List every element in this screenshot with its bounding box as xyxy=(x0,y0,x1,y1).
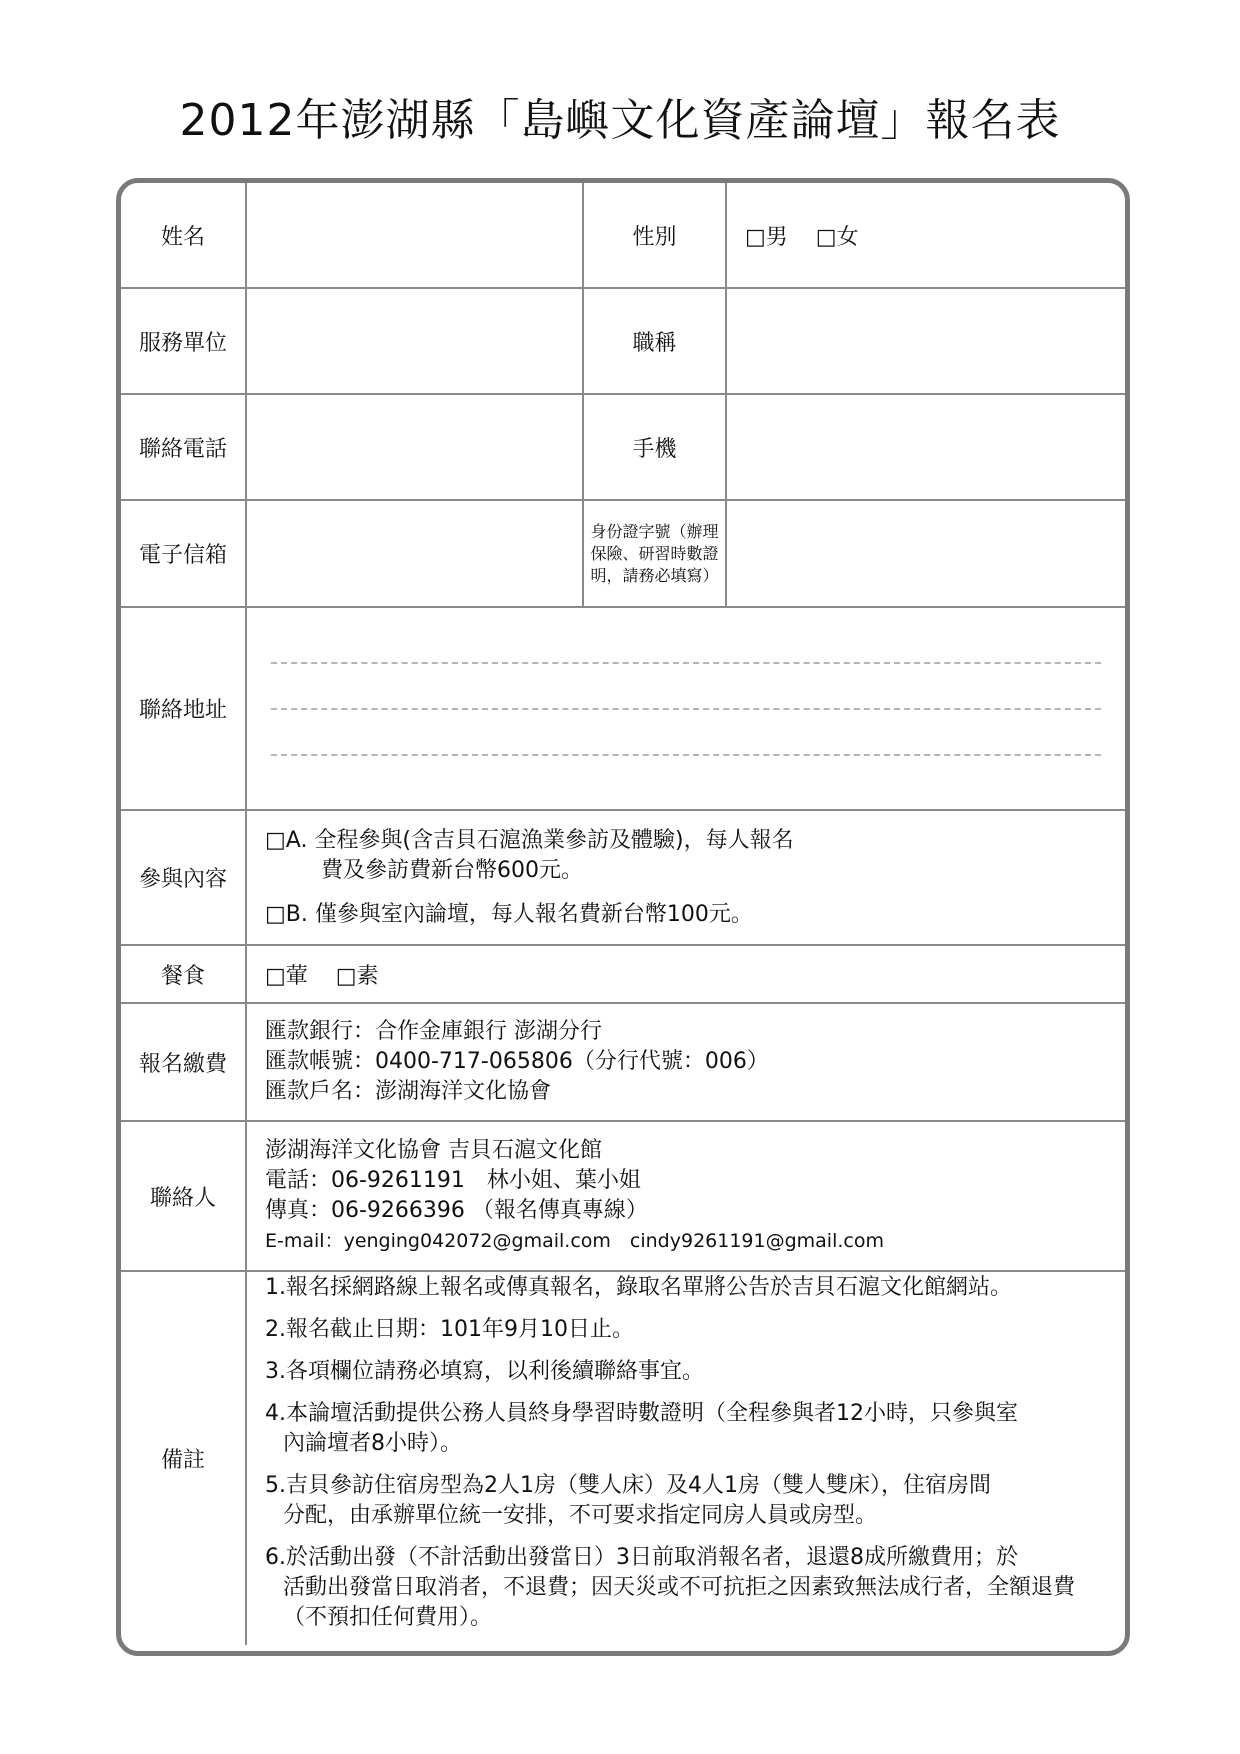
gender-option-female[interactable]: □女 xyxy=(815,224,859,250)
note-item-text: 1.報名採網路線上報名或傳真報名，錄取名單將公告於吉貝石滬文化館網站。 xyxy=(265,1274,1012,1300)
job-title-label: 職稱 xyxy=(584,289,727,395)
note-item-text: 6.於活動出發（不計活動出發當日）3日前取消報名者，退還8成所繳費用；於 xyxy=(265,1544,1018,1570)
page-title: 2012年澎湖縣「島嶼文化資產論壇」報名表 xyxy=(179,95,1061,146)
phone-label: 聯絡電話 xyxy=(121,395,247,501)
payment-info xyxy=(247,1004,1125,1122)
note-item xyxy=(265,1273,1012,1303)
address-line-3 xyxy=(271,754,1101,756)
participation-options xyxy=(247,811,1125,946)
notes-list xyxy=(247,1272,1125,1645)
note-item-continuation: 內論壇者8小時）。 xyxy=(283,1430,462,1456)
email-label: 電子信箱 xyxy=(121,501,247,608)
address-label: 聯絡地址 xyxy=(121,608,247,811)
meal-label: 餐食 xyxy=(121,946,247,1004)
participation-option-a[interactable]: □A. 全程參與(含吉貝石滬漁業參訪及體驗)，每人報名 xyxy=(265,827,794,853)
organization-label: 服務單位 xyxy=(121,289,247,395)
email-field[interactable] xyxy=(247,501,584,608)
note-item-text: 5.吉貝參訪住宿房型為2人1房（雙人床）及4人1房（雙人雙床），住宿房間 xyxy=(265,1472,991,1498)
payment-account: 匯款帳號：0400-717-065806（分行代號：006） xyxy=(265,1049,769,1074)
contact-label: 聯絡人 xyxy=(121,1122,247,1272)
name-field[interactable] xyxy=(247,183,584,289)
payment-account-name: 匯款戶名：澎湖海洋文化協會 xyxy=(265,1079,552,1104)
name-label: 姓名 xyxy=(121,183,247,289)
note-item xyxy=(265,1357,704,1387)
contact-info xyxy=(247,1122,1125,1272)
notes-label: 備註 xyxy=(121,1272,247,1645)
contact-organization: 澎湖海洋文化協會 吉貝石滬文化館 xyxy=(265,1138,602,1163)
participation-option-a-detail: 費及參訪費新台幣600元。 xyxy=(321,857,583,883)
address-field[interactable] xyxy=(247,608,1125,811)
contact-fax: 傳真：06-9266396 （報名傳真專線） xyxy=(265,1198,648,1223)
note-item-text: 3.各項欄位請務必填寫，以利後續聯絡事宜。 xyxy=(265,1358,704,1384)
note-item-text: 4.本論壇活動提供公務人員終身學習時數證明（全程參與者12小時，只參與室 xyxy=(265,1400,1018,1426)
mobile-label: 手機 xyxy=(584,395,727,501)
phone-field[interactable] xyxy=(247,395,584,501)
meal-option-vegetarian[interactable]: □素 xyxy=(335,963,379,989)
note-item xyxy=(265,1543,1111,1633)
note-item-continuation: 分配，由承辦單位統一安排，不可要求指定同房人員或房型。 xyxy=(283,1502,878,1528)
payment-bank: 匯款銀行：合作金庫銀行 澎湖分行 xyxy=(265,1019,602,1044)
meal-option-meat[interactable]: □葷 xyxy=(265,963,308,989)
mobile-field[interactable] xyxy=(727,395,1125,501)
note-item xyxy=(265,1471,991,1531)
address-line-1 xyxy=(271,662,1101,664)
gender-option-male[interactable]: □男 xyxy=(745,224,788,250)
participation-option-b[interactable]: □B. 僅參與室內論壇，每人報名費新台幣100元。 xyxy=(265,901,753,927)
contact-phone: 電話：06-9261191 林小姐、葉小姐 xyxy=(265,1168,641,1193)
participation-label: 參與內容 xyxy=(121,811,247,946)
payment-label: 報名繳費 xyxy=(121,1004,247,1122)
job-title-field[interactable] xyxy=(727,289,1125,395)
id-number-label: 身份證字號（辦理保險、研習時數證明，請務必填寫） xyxy=(584,501,727,608)
note-item xyxy=(265,1399,1018,1459)
registration-form xyxy=(116,178,1130,1656)
address-line-2 xyxy=(271,708,1101,710)
gender-label: 性別 xyxy=(584,183,727,289)
gender-options xyxy=(727,183,1125,289)
note-item-text: 2.報名截止日期：101年9月10日止。 xyxy=(265,1316,634,1342)
organization-field[interactable] xyxy=(247,289,584,395)
form-grid xyxy=(121,183,1125,1651)
meal-options xyxy=(247,946,1125,1004)
contact-email: E-mail：yenging042072@gmail.com cindy9261191@gmail.com xyxy=(265,1230,884,1252)
note-item-continuation: 活動出發當日取消者，不退費；因天災或不可抗拒之因素致無法成行者，全額退費（不預扣任何費用）。 xyxy=(283,1574,1076,1630)
note-item xyxy=(265,1315,634,1345)
id-number-field[interactable] xyxy=(727,501,1125,608)
